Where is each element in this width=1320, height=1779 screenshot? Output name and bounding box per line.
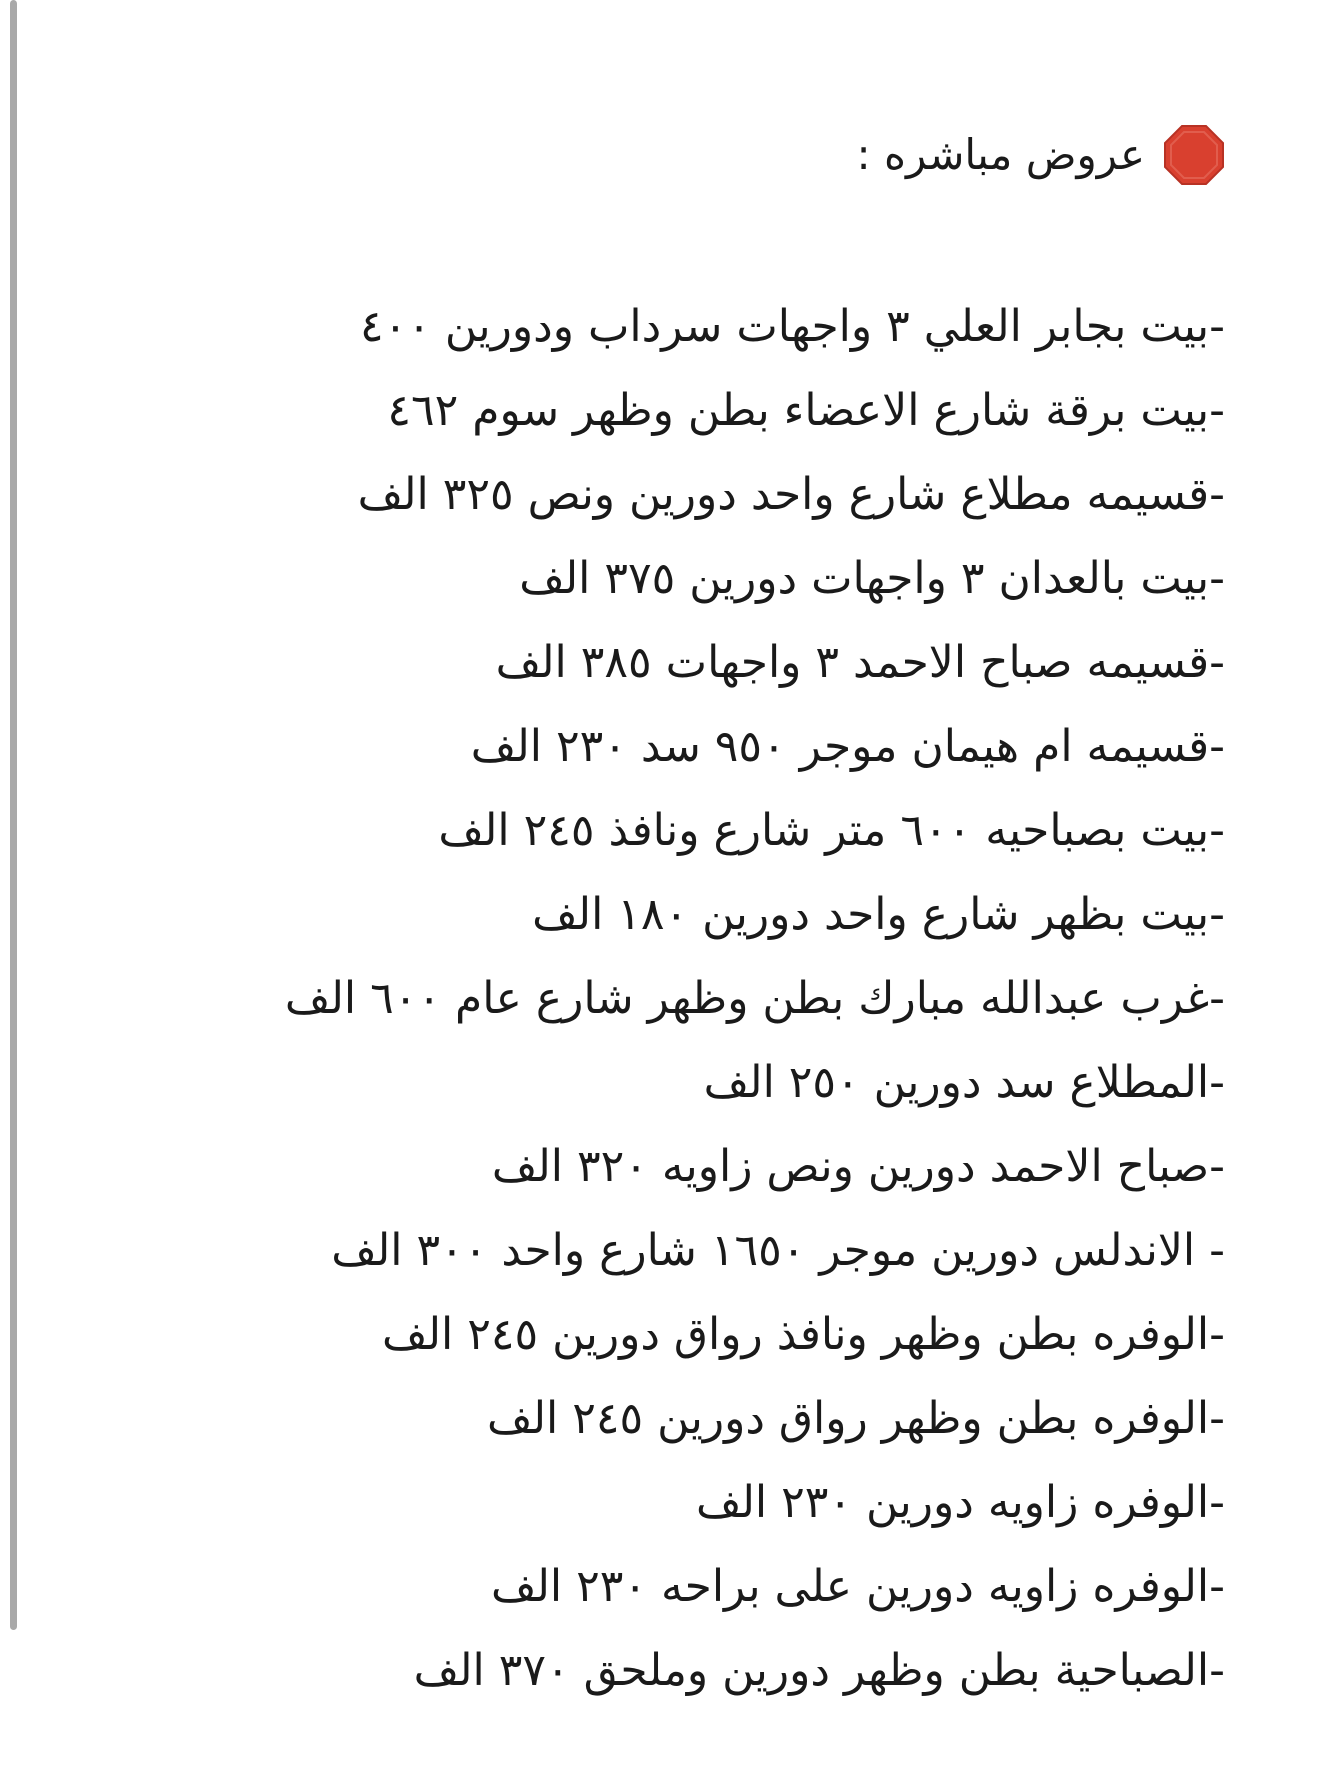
- scrollbar[interactable]: [10, 0, 17, 1630]
- list-item: -المطلاع سد دورين ٢٥٠ الف: [703, 1057, 1225, 1108]
- list-item: -غرب عبدالله مبارك بطن وظهر شارع عام ٦٠٠ الف: [284, 973, 1225, 1024]
- list-item: -بيت بالعدان ٣ واجهات دورين ٣٧٥ الف: [519, 553, 1225, 604]
- list-item: - الاندلس دورين موجر ١٦٥٠ شارع واحد ٣٠٠ الف: [331, 1225, 1225, 1276]
- list-item: -قسيمه مطلاع شارع واحد دورين ونص ٣٢٥ الف: [357, 469, 1225, 520]
- list-item: -بيت بظهر شارع واحد دورين ١٨٠ الف: [532, 889, 1225, 940]
- offers-heading: [857, 120, 1225, 190]
- list-item: -الصباحية بطن وظهر دورين وملحق ٣٧٠ الف: [413, 1645, 1225, 1696]
- heading-text: عروض مباشره :: [856, 130, 1145, 179]
- list-item: -بيت برقة شارع الاعضاء بطن وظهر سوم ٤٦٢: [387, 385, 1225, 436]
- list-item: -قسيمه ام هيمان موجر ٩٥٠ سد ٢٣٠ الف: [470, 721, 1225, 772]
- list-item: -الوفره زاويه دورين على براحه ٢٣٠ الف: [490, 1561, 1225, 1612]
- list-item: -صباح الاحمد دورين ونص زاويه ٣٢٠ الف: [491, 1141, 1225, 1192]
- offers-list: [125, 285, 1225, 1713]
- list-item: -قسيمه صباح الاحمد ٣ واجهات ٣٨٥ الف: [495, 637, 1225, 688]
- list-item: -الوفره زاويه دورين ٢٣٠ الف: [695, 1477, 1225, 1528]
- list-item: -بيت بجابر العلي ٣ واجهات سرداب ودورين ٤٠٠: [360, 301, 1225, 352]
- list-item: -بيت بصباحيه ٦٠٠ متر شارع ونافذ ٢٤٥ الف: [438, 805, 1225, 856]
- stop-sign-icon: [1163, 124, 1225, 186]
- list-item: -الوفره بطن وظهر رواق دورين ٢٤٥ الف: [487, 1393, 1225, 1444]
- list-item: -الوفره بطن وظهر ونافذ رواق دورين ٢٤٥ الف: [382, 1309, 1225, 1360]
